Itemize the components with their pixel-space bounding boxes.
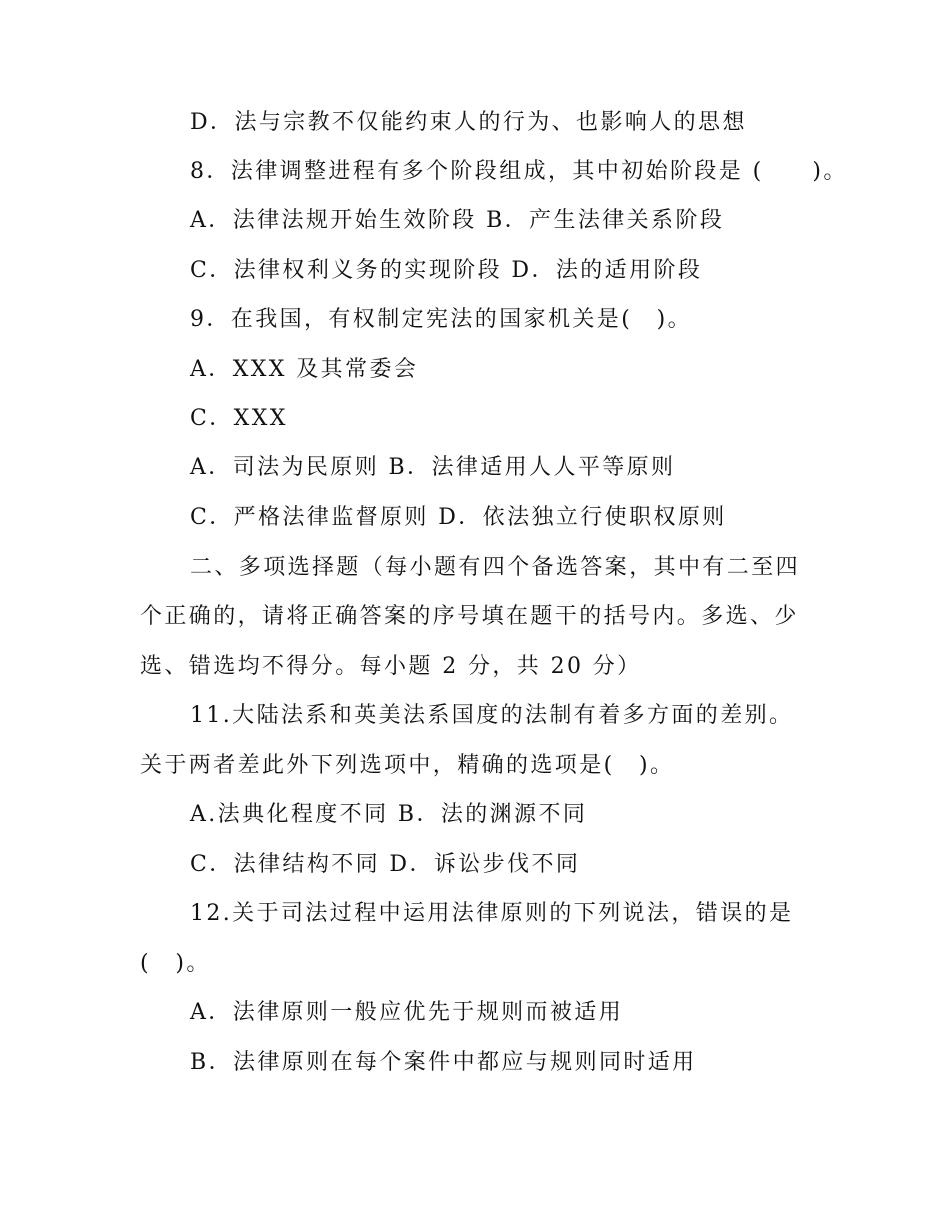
options-10-cd: C．严格法律监督原则 D．依法独立行使职权原则 [190,505,727,530]
section-instructions-line-3: 选、错选均不得分。每小题 2 分，共 20 分） [140,654,642,679]
options-10-ab: A．司法为民原则 B．法律适用人人平等原则 [190,455,676,480]
question-12-line-1: 12.关于司法过程中运用法律原则的下列说法，错误的是 [190,901,794,926]
section-instructions-line-2: 个正确的，请将正确答案的序号填在题干的括号内。多选、少 [140,604,799,629]
question-8: 8．法律调整进程有多个阶段组成，其中初始阶段是 ( )。 [190,159,848,184]
options-11-ab: A.法典化程度不同 B．法的渊源不同 [190,802,588,827]
question-11-line-1: 11.大陆法系和英美法系国度的法制有着多方面的差别。 [190,703,794,728]
section-heading-multiple-choice: 二、多项选择题（每小题有四个备选答案，其中有二至四 [190,555,801,580]
options-8-cd: C．法律权利义务的实现阶段 D．法的适用阶段 [190,258,703,283]
option-12b: B．法律原则在每个案件中都应与规则同时适用 [190,1050,697,1075]
question-12-line-2: ( )。 [140,951,211,976]
option-9a: A．XXX 及其常委会 [190,357,419,382]
question-9: 9．在我国，有权制定宪法的国家机关是( )。 [190,307,692,332]
option-7d: D．法与宗教不仅能约束人的行为、也影响人的思想 [190,110,747,135]
question-11-line-2: 关于两者差此外下列选项中，精确的选项是( )。 [140,753,675,778]
option-9c: C．XXX [190,406,288,431]
options-11-cd: C．法律结构不同 D．诉讼步伐不同 [190,852,581,877]
options-8-ab: A．法律法规开始生效阶段 B．产生法律关系阶段 [190,208,725,233]
option-12a: A．法律原则一般应优先于规则而被适用 [190,1000,624,1025]
